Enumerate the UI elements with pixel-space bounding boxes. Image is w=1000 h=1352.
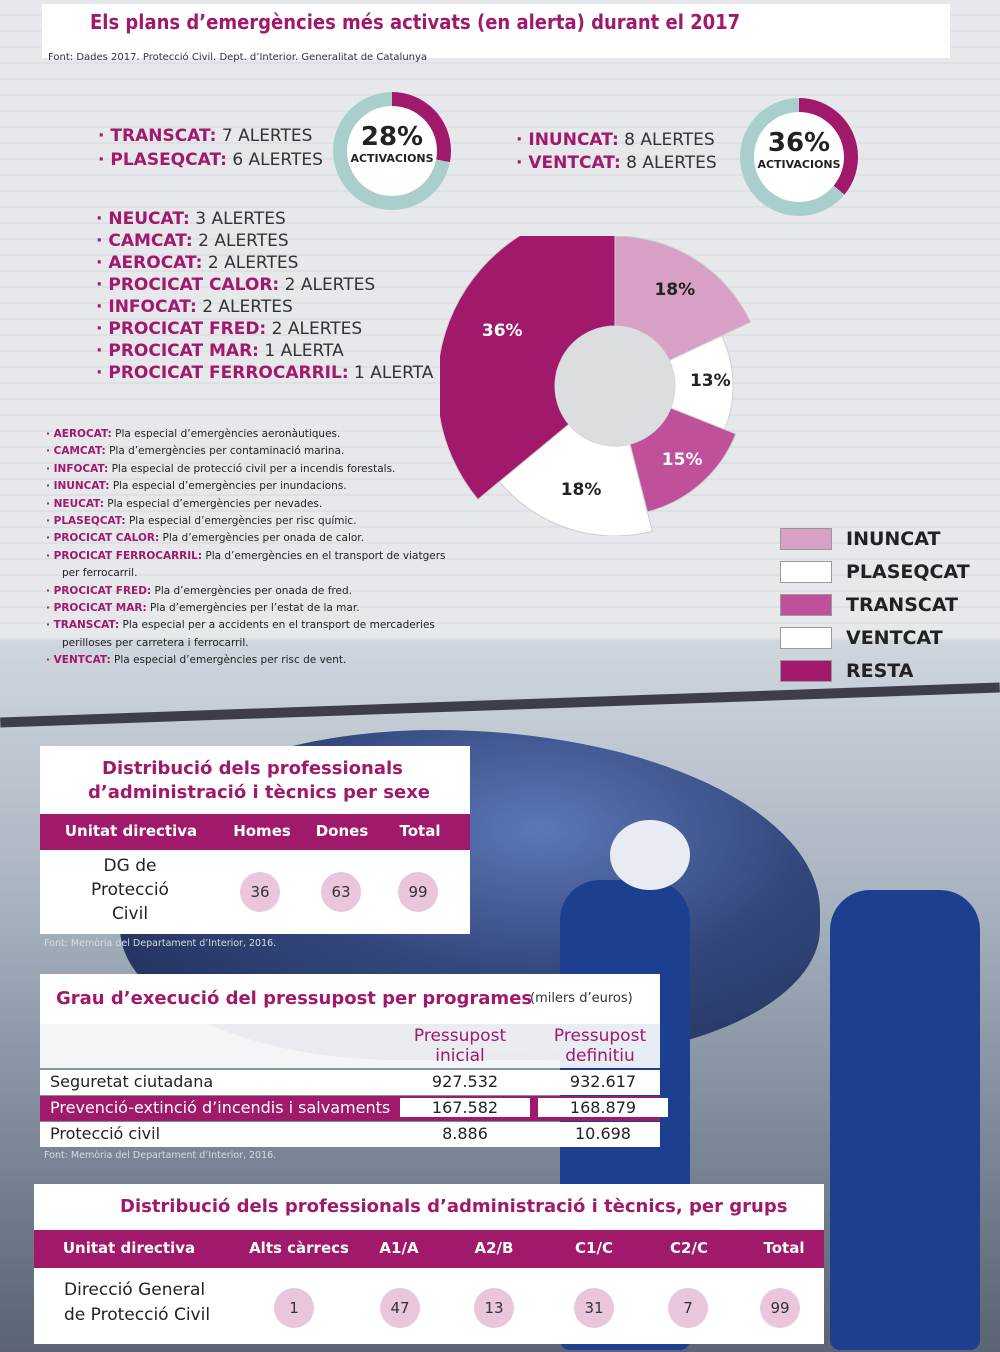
glossary-item: · TRANSCAT: Pla especial per a accidents en el transport de mercaderies — [46, 619, 435, 632]
col-header: Pressupost inicial — [413, 1026, 507, 1066]
table-title: d’administració i tècnics per sexe — [88, 782, 431, 803]
legend-item — [780, 658, 1000, 688]
glossary-item: · NEUCAT: Pla especial d’emergències per nevades. — [46, 497, 323, 510]
ring-label: ACTIVACIONS — [757, 158, 841, 171]
alert-item: · TRANSCAT: 7 ALERTES — [98, 126, 313, 146]
glossary-item: · AEROCAT: Pla especial d’emergències aeronàutiques. — [46, 428, 341, 440]
donut-label: 15% — [661, 449, 703, 470]
donut-hole — [555, 326, 675, 446]
alert-item: · PROCICAT FRED: 2 ALERTES — [96, 319, 363, 339]
legend-label: TRANSCAT — [846, 594, 959, 616]
source-credit: Font: Memòria del Departament d’Interior, 2016. — [44, 1150, 277, 1161]
row-label: Direcció General de Protecció Civil — [64, 1280, 211, 1325]
donut-label: 36% — [481, 320, 523, 341]
alert-item: · NEUCAT: 3 ALERTES — [96, 209, 286, 229]
percent-ring-36 — [740, 98, 858, 216]
glossary-item: · PROCICAT MAR: Pla d’emergències per l’estat de la mar. — [46, 602, 360, 615]
glossary-item: · PLASEQCAT: Pla especial d’emergències per risc químic. — [46, 515, 357, 528]
value-bubble: 47 — [380, 1288, 420, 1328]
donut-label: 18% — [560, 479, 602, 500]
legend-swatch — [780, 528, 832, 550]
glossary-item-cont: per ferrocarril. — [62, 567, 138, 580]
alert-item: · PROCICAT CALOR: 2 ALERTES — [96, 275, 376, 295]
glossary-item: · CAMCAT: Pla d’emergències per contaminació marina. — [46, 445, 345, 458]
budget-unit: (milers d’euros) — [530, 991, 633, 1006]
source-note: Font: Dades 2017. Protecció Civil. Dept. d’Interior. Generalitat de Catalunya — [48, 52, 428, 63]
budget-row: Protecció civil 8.886 10.698 — [40, 1122, 660, 1147]
budget-row: Prevenció-extinció d’incendis i salvaments 167.582 168.879 — [40, 1096, 660, 1121]
glossary-item: · INUNCAT: Pla especial d’emergències per inundacions. — [46, 480, 347, 493]
donut-chart — [440, 236, 790, 536]
helmet — [610, 820, 690, 890]
legend-item — [780, 526, 1000, 556]
legend-item — [780, 559, 1000, 589]
glossary-item: · PROCICAT CALOR: Pla d’emergències per onada de calor. — [46, 532, 364, 545]
donut-label: 18% — [654, 280, 696, 301]
table-title: Distribució dels professionals — [102, 758, 403, 779]
budget-row: Seguretat ciutadana 927.532 932.617 — [40, 1070, 660, 1095]
donut-label: 13% — [689, 371, 731, 392]
legend-label: INUNCAT — [846, 528, 941, 550]
alert-item: · CAMCAT: 2 ALERTES — [96, 231, 289, 251]
glossary-item: · VENTCAT: Pla especial d’emergències per risc de vent. — [46, 654, 347, 667]
header-cell: Total — [399, 822, 441, 840]
glossary-item: · INFOCAT: Pla especial de protecció civil per a incendis forestals. — [46, 462, 396, 475]
legend-item — [780, 592, 1000, 622]
legend-label: PLASEQCAT — [846, 561, 970, 583]
legend-swatch — [780, 594, 832, 616]
table-grups-card — [34, 1184, 824, 1344]
percent-ring-28 — [333, 92, 451, 210]
value-bubble: 1 — [274, 1288, 314, 1328]
value-bubble: 31 — [574, 1288, 614, 1328]
budget-title: Grau d’execució del pressupost per programes — [56, 988, 533, 1009]
table-title: Distribució dels professionals d’administració i tècnics, per grups — [120, 1196, 788, 1217]
source-credit: Font: Memòria del Departament d’Interior, 2016. — [44, 938, 277, 949]
glossary-item: · PROCICAT FERROCARRIL: Pla d’emergències en el transport de viatgers — [46, 549, 446, 562]
rescuer-figure — [830, 890, 980, 1350]
col-header: Pressupost definitiu — [553, 1026, 647, 1066]
header-cell: C2/C — [670, 1239, 708, 1257]
header-cell: Alts càrrecs — [249, 1239, 349, 1257]
page-title: Els plans d’emergències més activats (en alerta) durant el 2017 — [90, 10, 741, 34]
value-bubble: 13 — [474, 1288, 514, 1328]
ring-value: 36% — [767, 128, 831, 158]
alert-item: · AEROCAT: 2 ALERTES — [96, 253, 299, 273]
alert-item: · PROCICAT FERROCARRIL: 1 ALERTA — [96, 363, 434, 383]
ring-value: 28% — [360, 122, 424, 152]
alert-item: · PLASEQCAT: 6 ALERTES — [98, 150, 323, 170]
table-header-bar — [40, 814, 470, 850]
value-bubble: 7 — [668, 1288, 708, 1328]
value-bubble: 99 — [760, 1288, 800, 1328]
header-cell: A2/B — [474, 1239, 514, 1257]
header-cell: A1/A — [379, 1239, 419, 1257]
legend-item — [780, 625, 1000, 655]
value-bubble: 99 — [398, 872, 438, 912]
legend-swatch — [780, 627, 832, 649]
plan-glossary — [46, 426, 466, 670]
table-header-bar — [34, 1230, 824, 1268]
alert-item: · INUNCAT: 8 ALERTES — [516, 130, 715, 150]
header-cell: Dones — [315, 822, 369, 840]
value-bubble: 36 — [240, 872, 280, 912]
header-cell: Homes — [233, 822, 291, 840]
table-sexe-card — [40, 746, 470, 934]
ring-label: ACTIVACIONS — [350, 152, 434, 165]
legend-swatch — [780, 660, 832, 682]
glossary-item-cont: perilloses per carretera i ferrocarril. — [62, 636, 249, 649]
alert-item: · VENTCAT: 8 ALERTES — [516, 153, 717, 173]
budget-title-card — [40, 974, 660, 1024]
legend-swatch — [780, 561, 832, 583]
alert-item: · PROCICAT MAR: 1 ALERTA — [96, 341, 344, 361]
legend-label: VENTCAT — [846, 627, 943, 649]
header-cell: C1/C — [575, 1239, 613, 1257]
header-cell: Total — [763, 1239, 805, 1257]
value-bubble: 63 — [321, 872, 361, 912]
glossary-item: · PROCICAT FRED: Pla d’emergències per onada de fred. — [46, 584, 352, 597]
budget-col-headers — [40, 1024, 660, 1068]
alert-item: · INFOCAT: 2 ALERTES — [96, 297, 293, 317]
legend-label: RESTA — [846, 660, 914, 682]
header-cell: Unitat directiva — [62, 1239, 196, 1257]
header-cell: Unitat directiva — [64, 822, 198, 840]
row-label: DG de Protecció Civil — [91, 856, 169, 924]
